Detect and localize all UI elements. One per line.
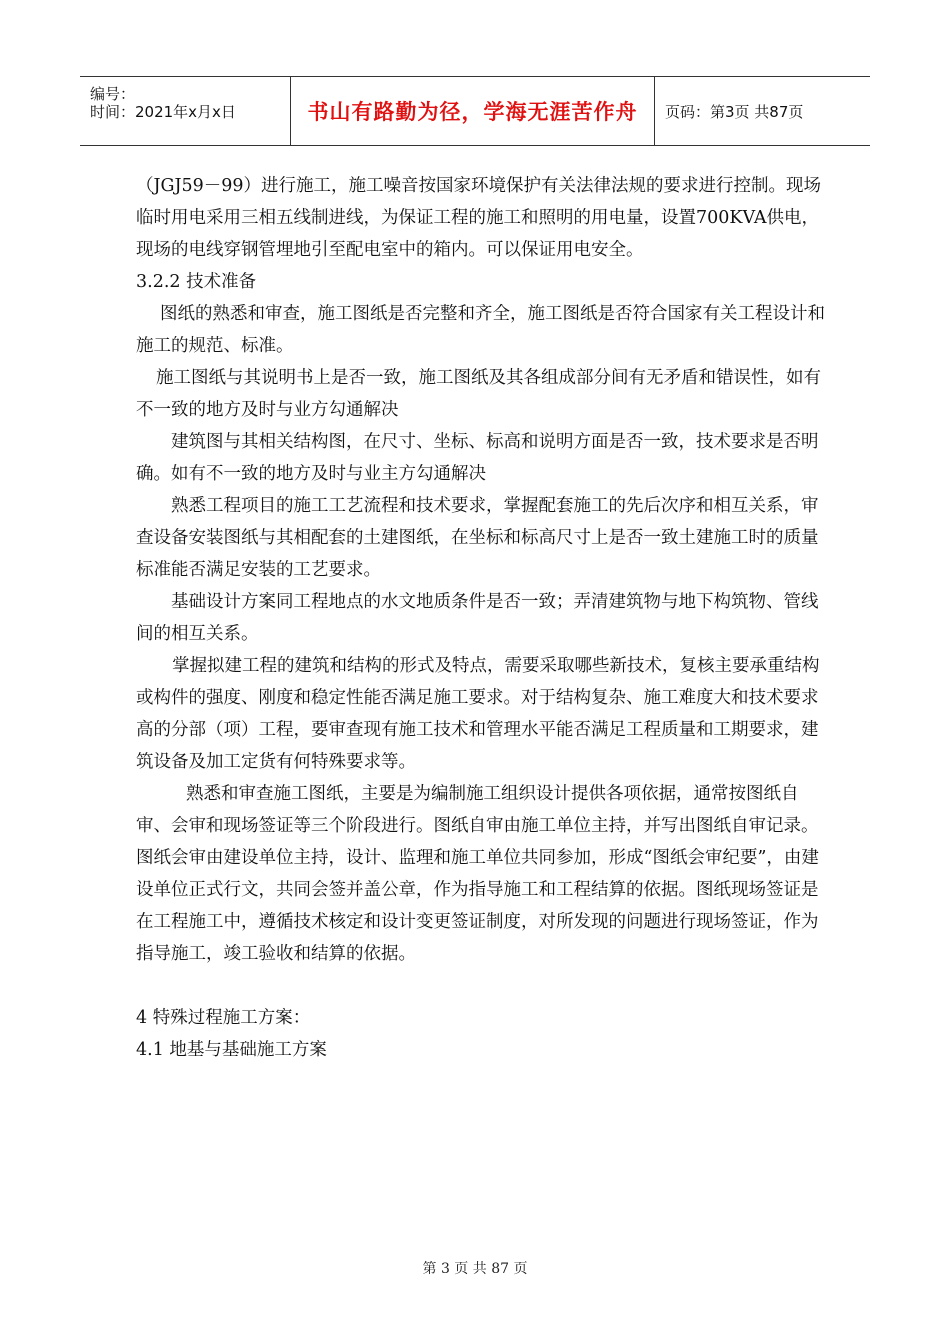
- page-header: [80, 76, 870, 146]
- paragraph: 建筑图与其相关结构图，在尺寸、坐标、标高和说明方面是否一致，技术要求是否明确。如有不一致的地方及时与业主方勾通解决: [136, 432, 819, 484]
- section-heading: 3.2.2 技术准备: [136, 272, 257, 292]
- subsection-heading: 4.1 地基与基础施工方案: [136, 1040, 327, 1060]
- paragraph: （JGJ59－99）进行施工，施工噪音按国家环境保护有关法律法规的要求进行控制。现场临时用电采用三相五线制进线，为保证工程的施工和照明的用电量，设置700KVA供电，现场的电线穿钢管埋地引至配电室中的箱内。可以保证用电安全。: [136, 176, 822, 260]
- header-motto: 书山有路勤为径，学海无涯苦作舟: [290, 77, 655, 145]
- document-number-label: 编号：: [90, 85, 136, 103]
- paragraph: 图纸的熟悉和审查，施工图纸是否完整和齐全，施工图纸是否符合国家有关工程设计和施工的规范、标准。: [136, 304, 825, 356]
- paragraph: 熟悉工程项目的施工工艺流程和技术要求，掌握配套施工的先后次序和相互关系，审查设备安装图纸与其相配套的土建图纸，在坐标和标高尺寸上是否一致土建施工时的质量标准能否满足安装的工艺要求。: [136, 496, 819, 580]
- section-heading: 4 特殊过程施工方案：: [136, 1008, 311, 1028]
- paragraph: 基础设计方案同工程地点的水文地质条件是否一致；弄清建筑物与地下构筑物、管线间的相互关系。: [136, 592, 819, 644]
- page-footer: 第 3 页 共 87 页: [422, 1261, 528, 1277]
- spacer: [136, 970, 826, 1002]
- paragraph: 施工图纸与其说明书上是否一致，施工图纸及其各组成部分间有无矛盾和错误性，如有不一致的地方及时与业方勾通解决: [136, 368, 821, 420]
- header-page-number: 页码：第3页 共87页: [665, 102, 804, 121]
- document-body: [136, 170, 826, 1066]
- paragraph: 掌握拟建工程的建筑和结构的形式及特点，需要采取哪些新技术，复核主要承重结构或构件的强度、刚度和稳定性能否满足施工要求。对于结构复杂、施工难度大和技术要求高的分部（项）工程，要审查现有施工技术和管理水平能否满足工程质量和工期要求，建筑设备及加工定货有何特殊要求等。: [136, 656, 820, 772]
- header-meta: [80, 77, 290, 145]
- paragraph: 熟悉和审查施工图纸，主要是为编制施工组织设计提供各项依据，通常按图纸自审、会审和现场签证等三个阶段进行。图纸自审由施工单位主持，并写出图纸自审记录。图纸会审由建设单位主持，设计、监理和施工单位共同参加，形成“图纸会审纪要”，由建设单位正式行文，共同会签并盖公章，作为指导施工和工程结算的依据。图纸现场签证是在工程施工中，遵循技术核定和设计变更签证制度，对所发现的问题进行现场签证，作为指导施工，竣工验收和结算的依据。: [136, 784, 819, 964]
- document-time-label: 时间：2021年x月x日: [90, 103, 236, 121]
